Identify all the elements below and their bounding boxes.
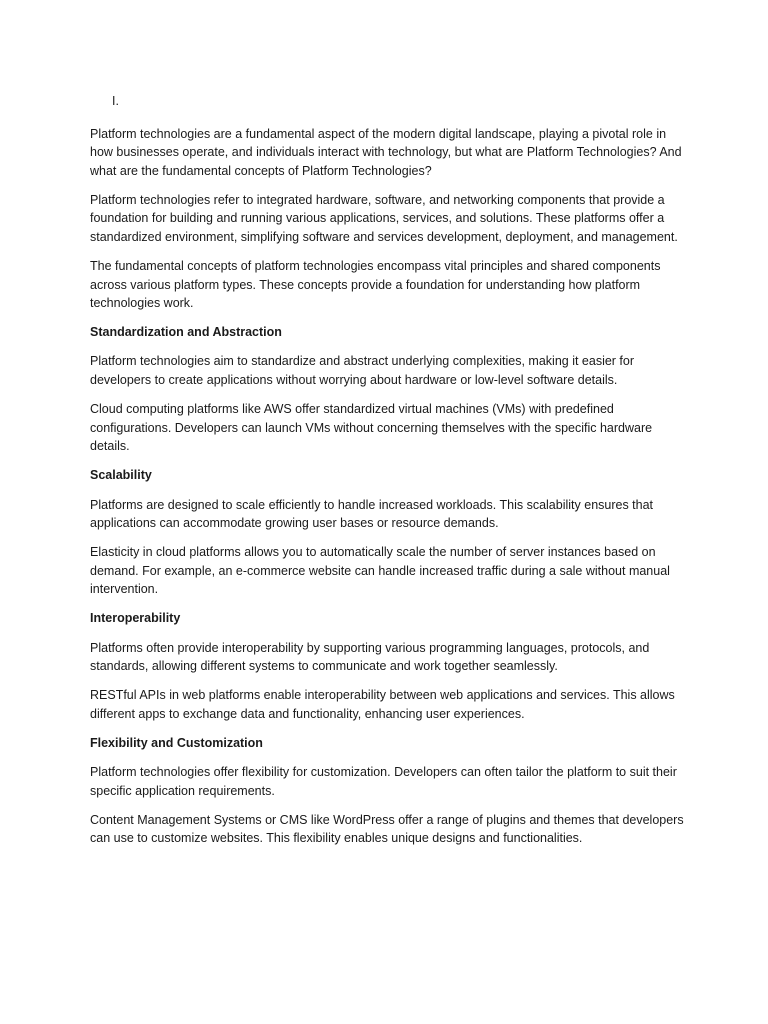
section-heading: Standardization and Abstraction	[90, 325, 282, 340]
section-paragraph: Platform technologies aim to standardize and abstract underlying complexities, making it easier for developers to create applications without worrying about hardware or low-level software details.	[90, 354, 635, 388]
section-flexibility	[90, 734, 690, 848]
section-paragraph: Platforms are designed to scale efficiently to handle increased workloads. This scalability ensures that applications can accommodate growing user bases or resource demands.	[90, 497, 654, 531]
section-scalability	[90, 466, 690, 599]
section-paragraph: Content Management Systems or CMS like WordPress offer a range of plugins and themes that developers can use to customize websites. This flexibility enables unique designs and functionalities.	[90, 812, 684, 846]
intro-paragraph-1: Platform technologies are a fundamental aspect of the modern digital landscape, playing a pivotal role in how businesses operate, and individuals interact with technology, but what are Platform Technologies? And what are the fundamental concepts of Platform Technologies?	[90, 126, 682, 178]
section-heading: Scalability	[90, 468, 152, 483]
section-paragraph: Platform technologies offer flexibility for customization. Developers can often tailor the platform to suit their specific application requirements.	[90, 765, 677, 798]
document-page	[90, 92, 690, 858]
section-paragraph: Platforms often provide interoperability by supporting various programming languages, protocols, and standards, allowing different systems to communicate and work together seamlessly.	[90, 640, 650, 674]
section-heading: Interoperability	[90, 611, 181, 626]
section-paragraph: Cloud computing platforms like AWS offer standardized virtual machines (VMs) with predefined configurations. Developers can launch VMs without concerning themselves with the specific hardware details.	[90, 402, 653, 454]
section-heading: Flexibility and Customization	[90, 735, 263, 750]
section-paragraph: Elasticity in cloud platforms allows you to automatically scale the number of server instances based on demand. For example, an e-commerce website can handle increased traffic during a sale without manual intervention.	[90, 545, 670, 597]
intro-paragraph-3: The fundamental concepts of platform technologies encompass vital principles and shared components across various platform types. These concepts provide a foundation for understanding how platform technologies work.	[90, 259, 661, 311]
section-standardization	[90, 323, 690, 456]
section-paragraph: RESTful APIs in web platforms enable interoperability between web applications and services. This allows different apps to exchange data and functionality, enhancing user experiences.	[90, 688, 675, 721]
page-marker: I.	[112, 94, 119, 108]
section-interoperability	[90, 609, 690, 723]
intro-paragraph-2: Platform technologies refer to integrated hardware, software, and networking components that provide a foundation for building and running various applications, services, and solutions. These platforms offer a standardized environment, simplifying software and services development, deployment, and management.	[90, 192, 678, 244]
